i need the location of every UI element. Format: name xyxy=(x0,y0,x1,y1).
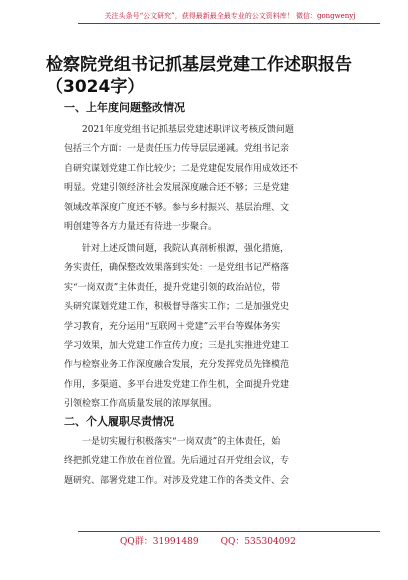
text-line: 作用，多渠道、多平台进发党建工作生机，全面提升党建 xyxy=(64,379,290,390)
footer-qq-group: QQ群：31991489 xyxy=(120,537,199,547)
text-line: 务实责任，确保整改效果落到实处：一是党组书记严格落 xyxy=(64,263,290,274)
header-rule xyxy=(78,23,380,24)
text-line: 自研究谋划党建工作比较少；二是党建促发展作用成效还不 xyxy=(64,163,299,174)
text-line: 2021年度党组书记抓基层党建述职评议考核反馈问题 xyxy=(82,125,294,135)
text-line: 题研究、部署党建工作。对涉及党建工作的各类文件、会 xyxy=(64,475,290,486)
text-line: 引领检察工作高质量发展的浓厚氛围。 xyxy=(64,399,218,410)
text-line: 终把抓党建工作放在首位置。先后通过召开党组会议，专 xyxy=(64,456,290,467)
footer xyxy=(120,534,340,547)
text-line: 作与检察业务工作深度融合发展，充分发挥党员先锋模范 xyxy=(64,360,290,371)
section-1-paragraph-2 xyxy=(64,240,364,415)
text-line: 一是切实履行积极落实“一岗双责”的主体责任，始 xyxy=(82,437,281,447)
document-title xyxy=(46,54,378,98)
footer-qq-number: QQ：535304092 xyxy=(220,537,296,547)
section-2-paragraph-1 xyxy=(64,433,364,491)
footer-rule xyxy=(78,531,380,532)
text-line: 学习效果，加大党建工作宣传力度；三是扎实推进党建工 xyxy=(64,341,290,352)
section-2-heading: 二、个人履职尽责情况 xyxy=(64,415,174,428)
title-word-count: （3024字） xyxy=(46,77,145,97)
header-banner: 关注头条号“公文研究”，获得最新最全最专业的公文资料库！ 微信：gongwenyj xyxy=(104,12,356,20)
text-line: 包括三个方面：一是责任压力传导层层递减。党组书记亲 xyxy=(64,144,290,155)
text-line: 实“一岗双责”主体责任，提升党建引领的政治站位，带 xyxy=(64,282,281,293)
text-line: 学习教育，充分运用“互联网＋党建”云平台等媒体务实 xyxy=(64,321,281,332)
section-1-heading: 一、上年度问题整改情况 xyxy=(64,101,185,114)
title-line: 检察院党组书记抓基层党建工作述职报告 xyxy=(46,55,352,75)
text-line: 明显。党建引领经济社会发展深度融合还不够；三是党建 xyxy=(64,183,290,194)
section-1-paragraph-1 xyxy=(64,121,364,237)
text-line: 头研究谋划党建工作，积极督导落实工作；二是加强党史 xyxy=(64,302,290,313)
text-line: 明创建等各方力量还有待进一步聚合。 xyxy=(64,222,218,233)
text-line: 针对上述反馈问题，我院认真剖析根源，强化措施， xyxy=(82,244,290,254)
text-line: 领域改革深度广度还不够。参与乡村振兴、基层治理、文 xyxy=(64,202,290,213)
